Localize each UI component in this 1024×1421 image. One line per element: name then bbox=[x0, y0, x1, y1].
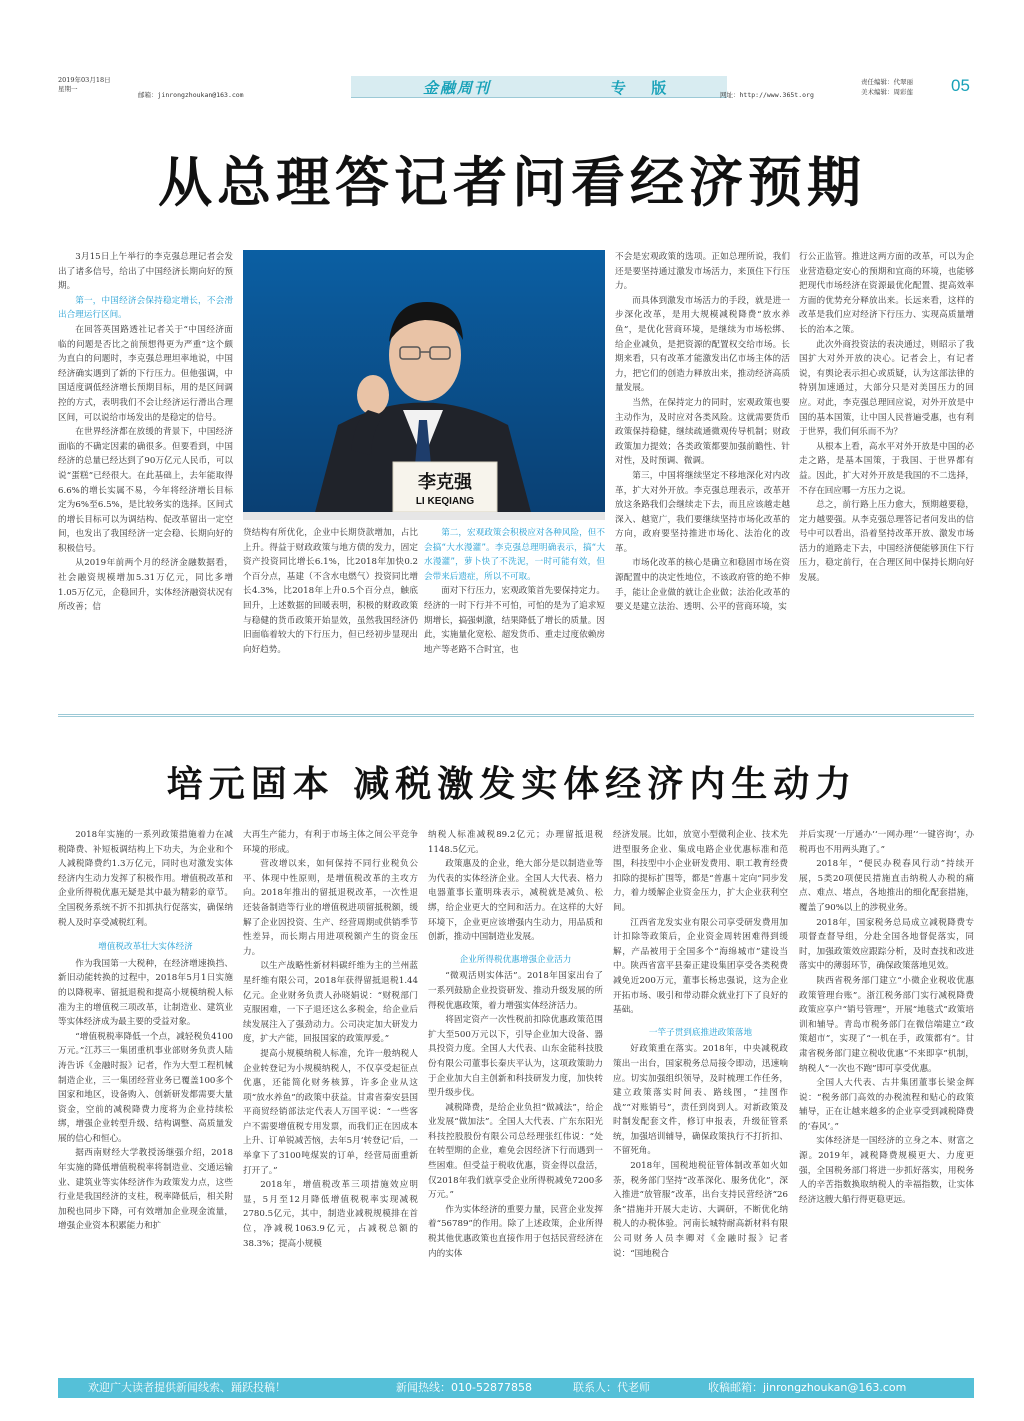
article2-column-2 bbox=[243, 828, 418, 1373]
footer-contact: 联系人：代老师 bbox=[573, 1381, 650, 1394]
page-number: 05 bbox=[951, 76, 970, 95]
article-paragraph: 将固定资产一次性税前扣除优惠政策范围扩大至500万元以下，引导企业加大设备、器具投资力度。全国人大代表、山东金能科技股份有限公司董事长秦庆平认为，这项政策助力于企业加大自主创新和科技研发力度，加快转型升级步伐。 bbox=[428, 1015, 603, 1099]
nameplate-chinese: 李克强 bbox=[418, 472, 472, 493]
subheading: 一竿子贯到底推进政策落地 bbox=[648, 1027, 753, 1038]
article-paragraph: 市场化改革的核心是确立和稳固市场在资源配置中的决定性地位，不该政府管的绝不伸手，能让企业做的就让企业做；法治化改革的要义是建立法治、透明、公平的营商环境，实 bbox=[615, 558, 790, 613]
article-paragraph: “微观活则实体活”。2018年国家出台了一系列鼓励企业投资研发、推动升级发展的所得税优惠政策，着力增强实体经济活力。 bbox=[428, 971, 603, 1011]
article-paragraph: 在世界经济都在放缓的背景下，中国经济面临的不确定因素的确很多。但要看到，中国经济的总量已经达到了90万亿元人民币，可以说“蛋糕”已经很大。在此基础上，去年能取得6.6%的增长实属不易，今年将经济增长目标定为6%至6.5%，是比较务实的选择。区间式的增长目标可以为调结构、促改革留出一定空间，也发出了我国经济一定会稳、长期向好的积极信号。 bbox=[58, 427, 233, 554]
article1-column-4 bbox=[615, 250, 790, 710]
article-paragraph: 江西省龙发实业有限公司享受研发费用加计扣除等政策后，企业资金周转困难得到缓解，产品被用于全国多个“海绵城市”建设当中。陕西省富平县秦正建设集团享受各类税费减免近200万元，董事长杨忠强说，这为企业开拓市场、吸引和带动群众就业打下了良好的基础。 bbox=[613, 917, 788, 1016]
footer-hotline: 新闻热线：010-52877858 bbox=[396, 1381, 532, 1394]
article2-column-3 bbox=[428, 828, 603, 1373]
footer-invite: 欢迎广大读者提供新闻线索、踊跃投稿！ bbox=[88, 1381, 286, 1394]
article1-column-2 bbox=[243, 526, 418, 710]
editor-credits bbox=[861, 77, 913, 97]
article-paragraph: 从根本上看，高水平对外开放是中国的必走之路，是基本国策，于我国、于世界都有益。因此，扩大对外开放是我国的不二选择，不存在回应哪一方压力之说。 bbox=[799, 441, 974, 496]
article-paragraph: 提高小规模纳税人标准，允许一般纳税人企业转登记为小规模纳税人，不仅享受起征点优惠，还能简化财务核算，许多企业从这项“放水养鱼”的政策中获益。甘肃省秦安县国平商贸经销部法定代表人万国平说：“一些客户不需要增值税专用发票，而我们正在因成本上升、订单锐减苦恼，去年5月‘转登记’后，一举拿下了3100吨煤炭的订单，经营局面重新打开了。” bbox=[243, 1048, 418, 1176]
article-paragraph: 而具体到激发市场活力的手段，就是进一步深化改革，是用大规模减税降费“放水养鱼”，是优化营商环境，是继续为市场松绑、给企业减负，是把资源的配置权交给市场。长期来看，只有改革才能激发出亿市场主体的活力，把它们的创造力释放出来，推动经济高质量发展。 bbox=[615, 295, 790, 394]
article-paragraph: 以生产战略性新材料碳纤维为主的兰州蓝星纤维有限公司，2018年获得留抵退税1.44亿元。企业财务负责人孙晓娟说：“财税部门克服困难，一下子退还这么多税金，给企业后续发展注入了强劲动力。公司决定加大研发力度，扩大产能，回报国家的政策厚爱。” bbox=[243, 961, 418, 1045]
article-paragraph: 2018年，增值税改革三项措施效应明显，5月至12月降低增值税税率实现减税2780.5亿元，其中，制造业减税规模排在首位，净减税1063.9亿元，占减税总额的38.3%；提高小规模 bbox=[243, 1180, 418, 1249]
article-paragraph: 行公正监管。推进这两方面的改革，可以为企业营造稳定安心的预期和宜商的环境，也能够把现代市场经济在资源最优化配置、提高效率方面的优势充分释放出来。长远来看，这样的改革是我们应对经济下行压力、实现高质量增长的治本之策。 bbox=[799, 252, 974, 335]
article-paragraph: 全国人大代表、古井集团董事长梁金辉说：“税务部门高效的办税流程和贴心的政策辅导，正在让越来越多的企业享受到减税降费的‘春风’。” bbox=[799, 1078, 974, 1132]
article-paragraph: 2018年，国家税务总局成立减税降费专项督查督导组，分赴全国各地督促落实，同时，加强政策效应跟踪分析，及时查找和改进落实中的薄弱环节，确保政策落地见效。 bbox=[799, 917, 974, 972]
article-paragraph: 当然，在保持定力的同时，宏观政策也要主动作为，及时应对各类风险。这就需要货币政策保持稳健，继续疏通微观传导机制；财政政策加力提效；各类政策都要加强前瞻性、针对性，及时预调、微调。 bbox=[615, 397, 790, 467]
article-paragraph: 2018年，“便民办税春风行动”持续开展，5类20项便民措施直击纳税人办税的痛点、难点、堵点，各地推出的细化配套措施，覆盖了90%以上的涉税业务。 bbox=[799, 859, 974, 913]
article-paragraph: 实体经济是一国经济的立身之本、财富之源。2019年，减税降费规模更大、力度更强，全国税务部门将进一步抓好落实，用税务人的辛苦指数换取纳税人的幸福指数，让实体经济这艘大船行得更稳更远。 bbox=[799, 1136, 974, 1205]
header-email: 邮箱：jinrongzhoukan@163.com bbox=[138, 91, 244, 99]
article-paragraph: 作为实体经济的重要力量，民营企业发挥着“56789”的作用。除了上述政策，企业所得税其他优惠政策也直接作用于包括民营经济在内的实体 bbox=[428, 1204, 603, 1259]
news-photo bbox=[243, 250, 605, 520]
article2-headline: 培元固本 减税激发实体经济内生动力 bbox=[166, 763, 858, 805]
date-text: 2019年03月18日 bbox=[58, 76, 111, 84]
article1-column-3 bbox=[424, 526, 605, 710]
article2-column-5 bbox=[799, 828, 974, 1373]
article1-headline: 从总理答记者问看经济预期 bbox=[158, 150, 866, 214]
article-paragraph: 2018年实施的一系列政策措施着力在减税降费、补短板调结构上下功夫，为企业和个人减税降费约1.3万亿元，同时也对激发实体经济内生动力发挥了积极作用。增值税改革和企业所得税优惠无疑是其中最为精彩的章节。全国税务系统不折不扣抓执行促落实，确保纳税人及时享受减税红利。 bbox=[58, 830, 233, 928]
article-paragraph: “增值税税率降低一个点，减轻税负4100万元。”江苏三一集团重机事业部财务负责人陆涛告诉《金融时报》记者，作为大型工程机械制造企业，三一集团经营业务已覆盖100多个国家和地区，设备购入、创新研发都需要大量资金，空前的减税降费力度将为企业持续松绑，增强企业转型升级、结构调整、高质量发展的信心和恒心。 bbox=[58, 1031, 233, 1144]
page-header bbox=[58, 76, 974, 100]
article-paragraph: 面对下行压力，宏观政策首先要保持定力。经济的一时下行并不可怕，可怕的是为了追求短期增长，搞强刺激，结果降低了增长的质量。因此，实施量化宽松、超发货币、重走过度依赖房地产等老路不合时宜，也 bbox=[424, 586, 605, 655]
article2-column-4 bbox=[613, 828, 788, 1373]
premier-photo-illustration bbox=[243, 250, 605, 520]
editor-line-2: 美术编辑：周彩莲 bbox=[861, 88, 913, 96]
brand-logo: 金融周刊 bbox=[423, 79, 492, 97]
article-paragraph: 据西南财经大学教授汤继强介绍，2018年实施的降低增值税税率将制造业、交通运输业、建筑业等实体经济作为政策发力点，这些行业是我国经济的支柱，税率降低后，相关附加税也同步下降，可有效增加企业现金流量，增强企业资本积累能力和扩 bbox=[58, 1148, 233, 1232]
article-paragraph: 在回答英国路透社记者关于“中国经济面临的问题是否比之前预想得更为严重”这个颇为直白的问题时，李克强总理坦率地说，中国经济确实遇到了新的下行压力。但他强调，中国适度调低经济增长预期目标，用的是区间调控的方式，表明我们不会让经济运行滑出合理区间，可以说给市场发出的是稳定的信号。 bbox=[58, 324, 233, 423]
editor-line-1: 责任编辑：代翠丽 bbox=[861, 78, 913, 86]
section-divider bbox=[58, 714, 974, 717]
article-paragraph: 2018年，国税地税征管体制改革如火如荼，税务部门坚持“改革深化、服务优化”，深入推进“放管服”改革，出台支持民营经济“26条”措施并开展大走访、大调研，不断优化纳税人的办税体验。河南长城特耐高新材料有限公司财务人员李卿对《金融时报》记者说：“国地税合 bbox=[613, 1161, 788, 1259]
article-paragraph: 好政策重在落实。2018年，中央减税政策出一出台，国家税务总局接令即动，迅速响应。切实加强组织领导，及时梳理工作任务，建立政策落实时间表、路线图，“挂图作战”“对账销号”，责任到岗到人。对新政策及时制发配套文件，修订申报表，升级征管系统，加强培训辅导，确保政策执行不打折扣、不留死角。 bbox=[613, 1044, 788, 1157]
article-paragraph: 减税降费，是给企业负担“做减法”，给企业发展“做加法”。全国人大代表、广东东阳光科技控股股份有限公司总经理张红伟说：“处在转型期的企业，难免会因经济下行而遇到一些困难。但受益于税收优惠，资金得以盘活，仅2018年我们就享受企业所得税减免7200多万元。” bbox=[428, 1102, 603, 1201]
article-paragraph: 从2019年前两个月的经济金融数据看，社会融资规模增加5.31万亿元，同比多增1.05万亿元，企稳回升，实体经济融资状况有所改善；信 bbox=[58, 558, 233, 613]
header-website: 网址：http://www.365t.org bbox=[720, 91, 814, 99]
article-paragraph: 作为我国第一大税种，在经济增速换挡、新旧动能转换的过程中，2018年5月1日实施的以降税率、留抵退税和提高小规模纳税人标准为主的增值税三项改革，让制造业、建筑业等实体经济成为最主要的受益对象。 bbox=[58, 958, 233, 1028]
article-paragraph: 政策惠及的企业，绝大部分是以制造业等为代表的实体经济企业。全国人大代表、格力电器董事长董明珠表示，减税就是减负、松绑，给企业更大的空间和活力。在这样的大好环境下，企业更应该增强内生动力，用品质和创新，推动中国制造业发展。 bbox=[428, 859, 603, 943]
article-highlight: 第二，宏观政策会积极应对各种风险，但不会搞“大水漫灌”。李克强总理明确表示，搞“大水漫灌”，萝卜快了不洗泥，一时可能有效，但会带来后遗症，所以不可取。 bbox=[424, 528, 605, 582]
article-paragraph: 营改增以来，如何保持不同行业税负公平、体现中性原则，是增值税改革的主攻方向。2018年推出的留抵退税改革，一次性退还装备制造等行业的增值税进项留抵税额，缓解了企业因投资、生产、经营周期或供销季节性差异，而长期占用进项税额产生的资金压力。 bbox=[243, 859, 418, 957]
article-paragraph: 此次外商投资法的表决通过，则昭示了我国扩大对外开放的决心。记者会上，有记者说，有舆论表示担心或质疑，认为这部法律的特别加速通过，大部分只是对美国压力的回应。对此，李克强总理回应说，对外开放是中国的基本国策，让中国人民普遍受惠，也有利于世界，我们何乐而不为？ bbox=[799, 339, 974, 438]
article-paragraph: 经济发展。比如，放宽小型微利企业、技术先进型服务企业、集成电路企业优惠标准和范围，科技型中小企业研发费用、职工教育经费扣除的提标扩围等，都是“普惠＋定向”同步发力，着力缓解企业资金压力，扩大企业获利空间。 bbox=[613, 830, 788, 913]
subheading: 增值税改革壮大实体经济 bbox=[98, 942, 193, 953]
footer-email: 收稿邮箱：jinrongzhoukan@163.com bbox=[708, 1381, 907, 1394]
article-paragraph: 第三，中国将继续坚定不移地深化对内改革，扩大对外开放。李克强总理表示，改革开放这条路我们会继续走下去，而且应该越走越深入、越宽广，我们要继续坚持市场化改革的方向，政府要坚持推进市场化、法治化的改革。 bbox=[615, 470, 790, 554]
article-paragraph: 总之，前行路上压力愈大，预期越要稳，定力越要强。从李克强总理答记者问发出的信号中可以看出，沿着坚持改革开放、激发市场活力的道路走下去，中国经济便能够顶住下行压力，稳定前行，在合理区间中保持长期向好发展。 bbox=[799, 500, 974, 584]
article-highlight: 第一，中国经济会保持稳定增长，不会滑出合理运行区间。 bbox=[58, 295, 233, 321]
article2-column-1 bbox=[58, 828, 233, 1373]
section-title: 专 版 bbox=[611, 79, 677, 97]
subheading: 企业所得税优惠增强企业活力 bbox=[459, 954, 572, 965]
issue-date bbox=[58, 76, 111, 94]
article-paragraph: 贷结构有所优化，企业中长期贷款增加，占比上升。得益于财政政策与地方债的发力，固定资产投资同比增长6.1%，比2018年加快0.2个百分点，基建（不含水电燃气）投资同比增长4.3%，比2018年上升0.5个百分点，触底回升，上述数据的回暖表明，积极的财政政策与稳健的货币政策开始显效，虽然我国经济仍旧面临着较大的下行压力，但已经初步显现出向好趋势。 bbox=[243, 528, 418, 655]
article1-column-1 bbox=[58, 250, 233, 710]
article-paragraph: 陕西省税务部门建立“小微企业税收优惠政策管理台账”。浙江税务部门实行减税降费政策应享户“销号管理”，开展“地毯式”政策培训和辅导。青岛市税务部门在微信端建立“政策超市”，实现了“一机在手，政策都有”。甘肃省税务部门建立税收优惠“不来即享”机制，纳税人“一次也不跑”即可享受优惠。 bbox=[799, 975, 974, 1074]
weekday-text: 星期一 bbox=[58, 85, 78, 93]
article-paragraph: 纳税人标准减税89.2亿元；办理留抵退税1148.5亿元。 bbox=[428, 830, 603, 855]
article-paragraph: 不会是宏观政策的选项。正如总理所说，我们还是要坚持通过激发市场活力，来顶住下行压力。 bbox=[615, 252, 790, 292]
article-paragraph: 并后实现‘一厅通办’‘一网办理’‘一键咨询’，办税再也不用两头跑了。” bbox=[799, 830, 974, 855]
article-paragraph: 3月15日上午举行的李克强总理记者会发出了诸多信号，给出了中国经济长期向好的预期。 bbox=[58, 252, 233, 292]
footer-banner bbox=[58, 1378, 974, 1398]
article-paragraph: 大再生产能力，有利于市场主体之间公平竞争环境的形成。 bbox=[243, 830, 418, 855]
article1-column-5 bbox=[799, 250, 974, 710]
nameplate-english: LI KEQIANG bbox=[415, 496, 475, 507]
